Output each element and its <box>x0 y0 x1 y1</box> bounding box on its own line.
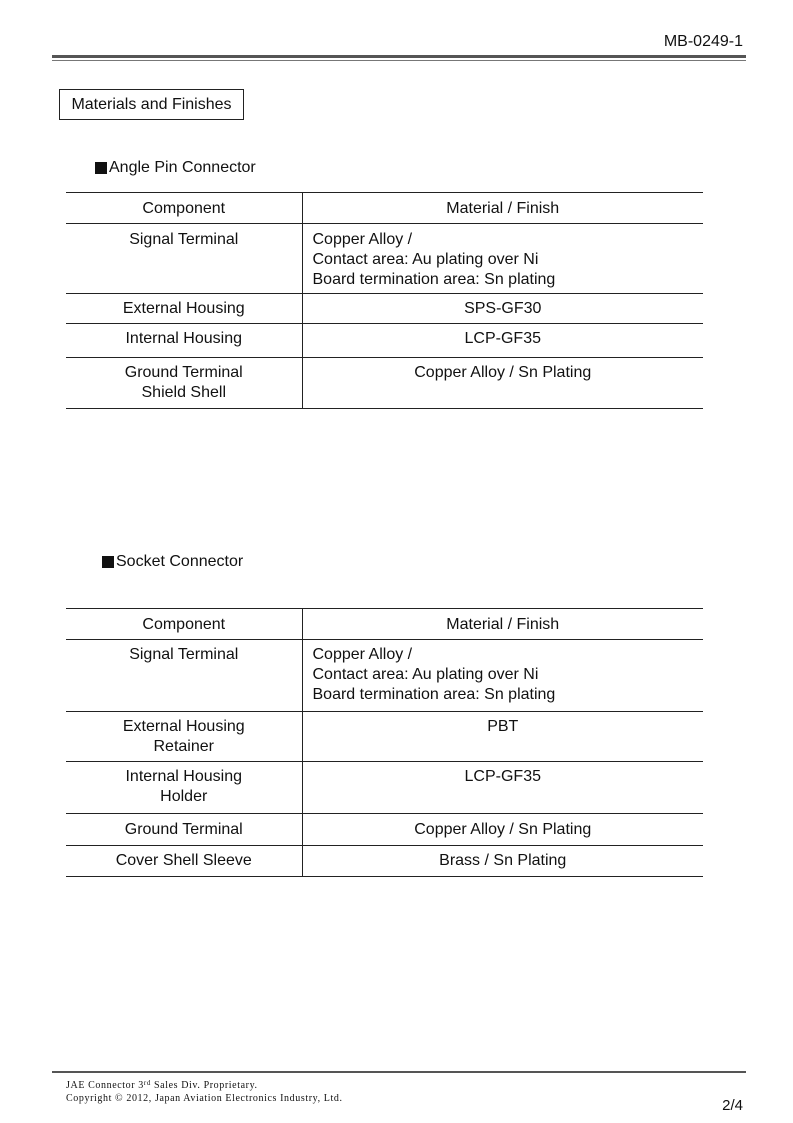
angle-pin-heading-text: Angle Pin Connector <box>109 159 256 176</box>
table-row <box>66 846 703 877</box>
table-row <box>66 712 703 762</box>
component-cell <box>66 294 302 324</box>
component-cell <box>66 712 302 762</box>
component-text: Ground Terminal <box>124 364 243 381</box>
material-cell <box>302 846 703 877</box>
material-cell <box>302 712 703 762</box>
footer-line-1-suffix: Sales Div. Proprietary. <box>150 1080 258 1091</box>
component-text: Internal Housing <box>125 768 242 785</box>
material-text: Brass / Sn Plating <box>439 852 567 869</box>
component-cell <box>66 358 302 409</box>
socket-heading <box>102 553 243 571</box>
material-text: Copper Alloy / <box>312 231 413 248</box>
component-text: External Housing <box>122 300 245 317</box>
component-cell <box>66 324 302 358</box>
socket-heading-text: Socket Connector <box>116 553 244 570</box>
material-cell <box>302 294 703 324</box>
header-rule <box>52 55 746 61</box>
material-text: LCP-GF35 <box>464 768 541 785</box>
footer-line-1 <box>66 1079 343 1092</box>
material-cell <box>302 640 703 712</box>
angle-pin-heading <box>95 159 256 177</box>
material-text: Contact area: Au plating over Ni <box>312 251 539 268</box>
material-cell <box>302 324 703 358</box>
table-row <box>66 224 703 294</box>
component-text: Internal Housing <box>125 330 242 347</box>
header-material: Material / Finish <box>302 609 703 640</box>
material-text: Copper Alloy / <box>312 646 413 663</box>
material-cell <box>302 358 703 409</box>
material-cell <box>302 762 703 814</box>
table-row <box>66 324 703 358</box>
table-row <box>66 814 703 846</box>
component-text: External Housing <box>122 718 245 735</box>
header-material: Material / Finish <box>302 193 703 224</box>
component-text: Retainer <box>153 738 214 755</box>
material-text: LCP-GF35 <box>464 330 541 347</box>
section-title: Materials and Finishes <box>59 89 244 120</box>
component-text: Ground Terminal <box>124 821 243 838</box>
table-header-row <box>66 609 703 640</box>
component-text: Signal Terminal <box>129 231 239 248</box>
table-row <box>66 358 703 409</box>
footer-proprietary <box>66 1079 343 1105</box>
footer-line-1-sup: rd <box>143 1079 151 1087</box>
footer-copyright: Copyright © 2012, Japan Aviation Electronics Industry, Ltd. <box>66 1093 343 1104</box>
table-row <box>66 762 703 814</box>
component-cell <box>66 224 302 294</box>
component-cell <box>66 640 302 712</box>
component-text: Holder <box>160 788 208 805</box>
table-row <box>66 640 703 712</box>
material-text: Copper Alloy / Sn Plating <box>414 821 592 838</box>
component-cell <box>66 846 302 877</box>
material-cell <box>302 224 703 294</box>
footer-rule <box>52 1071 746 1073</box>
header-component: Component <box>66 609 302 640</box>
component-text: Signal Terminal <box>129 646 239 663</box>
component-text: Cover Shell Sleeve <box>115 852 252 869</box>
square-bullet-icon <box>95 162 107 174</box>
material-text: SPS-GF30 <box>464 300 542 317</box>
table-row <box>66 294 703 324</box>
page-number: 2/4 <box>722 1097 743 1114</box>
component-cell <box>66 762 302 814</box>
material-text: Board termination area: Sn plating <box>312 271 556 288</box>
material-text: Contact area: Au plating over Ni <box>312 666 539 683</box>
header-component: Component <box>66 193 302 224</box>
table-header-row <box>66 193 703 224</box>
square-bullet-icon <box>102 556 114 568</box>
component-text: Shield Shell <box>141 384 226 401</box>
footer-line-1-prefix: JAE Connector 3 <box>66 1080 144 1091</box>
document-number: MB-0249-1 <box>663 33 743 50</box>
material-text: Copper Alloy / Sn Plating <box>414 364 592 381</box>
material-text: Board termination area: Sn plating <box>312 686 556 703</box>
material-text: PBT <box>487 718 519 735</box>
socket-table <box>66 608 703 877</box>
angle-pin-table <box>66 192 703 409</box>
component-cell <box>66 814 302 846</box>
material-cell <box>302 814 703 846</box>
